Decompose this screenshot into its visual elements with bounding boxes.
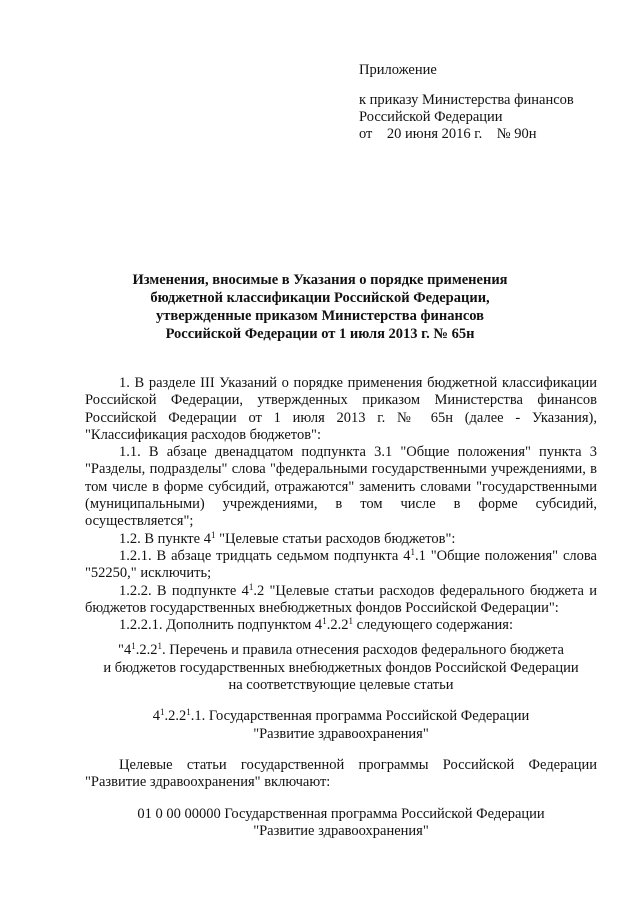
paragraph-1-2: 1.2. В пункте $4^1$ "Целевые статьи расходов бюджетов": — [119, 529, 456, 547]
section-heading-line: и бюджетов государственных внебюджетных фондов Российской Федерации — [103, 659, 579, 676]
appendix-date-line: от 20 июня 2016 г. № 90н — [359, 126, 537, 142]
title-line: Изменения, вносимые в Указания о порядке применения — [132, 272, 508, 288]
paragraph-1-2-2-1: 1.2.2.1. Дополнить подпунктом $4^1.2.2^1$ следующего содержания: — [119, 616, 514, 634]
code-line: "Развитие здравоохранения" — [253, 822, 429, 839]
appendix-order-line: к приказу Министерства финансов — [359, 92, 574, 108]
appendix-label: Приложение — [359, 62, 437, 78]
title-line: Российской Федерации от 1 июля 2013 г. № 65н — [165, 326, 475, 342]
subsection-heading: $4^1.2.2^1.1$. Государственная программа Российской Федерации — [152, 707, 530, 725]
section-heading-line: на соответствующие целевые статьи — [228, 677, 454, 694]
appendix-block — [359, 62, 574, 143]
title-line: утвержденные приказом Министерства финансов — [155, 308, 485, 324]
code-line: 01 0 00 00000 Государственная программа Российской Федерации — [137, 805, 545, 822]
paragraph-1: 1. В разделе III Указаний о порядке применения бюджетной классификации Российской Федерации, утвержденных приказом Министерства финансов Российской Федерации от 1 июля 2013 г. № 65н (далее - Указания), "Классификация расходов бюджетов": — [85, 375, 597, 443]
paragraph-1-2-2: 1.2.2. В подпункте $4^1.2$ "Целевые статьи расходов федерального бюджета и бюджетов государственных внебюджетных фондов Российской Федерации": — [85, 581, 597, 616]
paragraph-1-2-1: 1.2.1. В абзаце тридцать седьмом подпункта $4^1.1$ "Общие положения" слова "52250," исключить; — [85, 546, 597, 582]
appendix-ministry-line: Российской Федерации — [359, 109, 503, 125]
section-heading: "$4^1.2.2^1$. Перечень и правила отнесения расходов федерального бюджета — [118, 641, 564, 659]
document-body — [85, 375, 597, 840]
document-title — [100, 271, 540, 343]
paragraph-1-1: 1.1. В абзаце двенадцатом подпункта 3.1 "Общие положения" пункта 3 "Разделы, подразделы" слова "федеральными государственными учреждениями, в том числе в форме субсидий, отражаются" заменить словами "государственными (муниципальными) учреждениями, в том числе в форме субсидий, осуществляется"; — [85, 444, 597, 530]
subsection-heading-line: "Развитие здравоохранения" — [253, 725, 429, 742]
paragraph-target-articles: Целевые статьи государственной программы Российской Федерации "Развитие здравоохранения" включают: — [85, 756, 597, 791]
title-line: бюджетной классификации Российской Федерации, — [150, 290, 490, 306]
